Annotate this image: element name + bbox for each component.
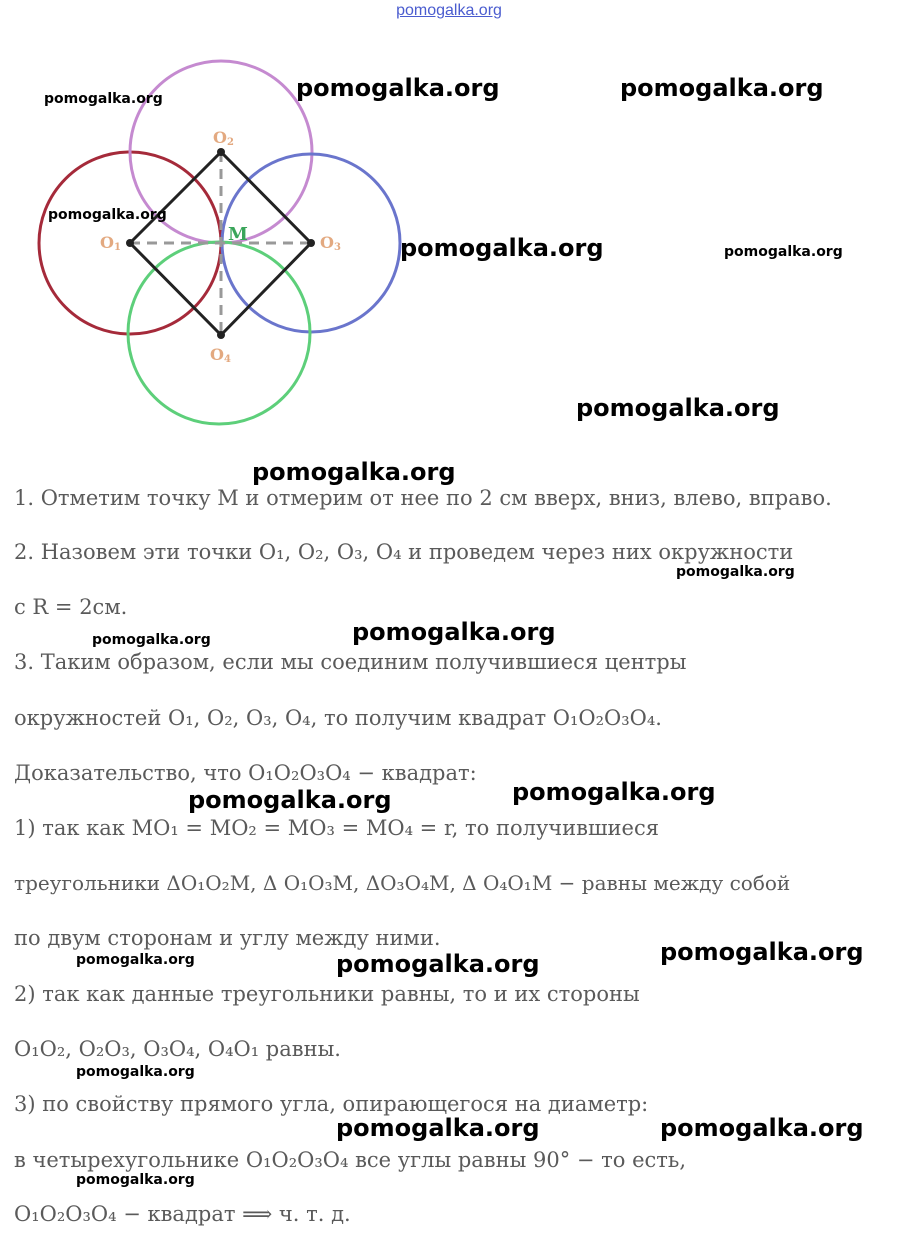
label-m: M — [228, 224, 248, 245]
watermark: pomogalka.org — [576, 394, 780, 422]
label-o4: O4 — [210, 345, 231, 365]
watermark: pomogalka.org — [336, 1114, 540, 1142]
text-line-9: по двум сторонам и углу между ними. — [14, 926, 441, 950]
label-o1: O1 — [100, 233, 121, 253]
point-o4 — [217, 331, 225, 339]
watermark: pomogalka.org — [76, 1064, 195, 1080]
text-line-5: окружностей O₁, O₂, O₃, O₄, то получим квадрат O₁O₂O₃O₄. — [14, 706, 662, 730]
text-line-11: O₁O₂, O₂O₃, O₃O₄, O₄O₁ равны. — [14, 1037, 341, 1061]
watermark: pomogalka.org — [336, 950, 540, 978]
text-line-12: 3) по свойству прямого угла, опирающегося на диаметр: — [14, 1092, 649, 1116]
label-o2: O2 — [213, 128, 234, 148]
watermark: pomogalka.org — [252, 458, 456, 486]
watermark: pomogalka.org — [48, 207, 167, 223]
watermark: pomogalka.org — [400, 234, 604, 262]
watermark: pomogalka.org — [620, 74, 824, 102]
label-o3: O3 — [320, 233, 341, 253]
text-line-8: треугольники ΔO₁O₂M, Δ O₁O₃M, ΔO₃O₄M, Δ O₄O₁M − равны между собой — [14, 871, 791, 895]
point-o3 — [307, 239, 315, 247]
point-o2 — [217, 148, 225, 156]
watermark: pomogalka.org — [44, 91, 163, 107]
text-line-13: в четырехугольнике O₁O₂O₃O₄ все углы равны 90° − то есть, — [14, 1148, 687, 1172]
text-line-4: 3. Таким образом, если мы соединим получившиеся центры — [14, 650, 687, 674]
watermark: pomogalka.org — [724, 244, 843, 260]
watermark: pomogalka.org — [188, 786, 392, 814]
watermark: pomogalka.org — [76, 952, 195, 968]
text-line-1: 1. Отметим точку M и отмерим от нее по 2 см вверх, вниз, влево, вправо. — [14, 486, 832, 510]
watermark: pomogalka.org — [660, 938, 864, 966]
text-line-2: 2. Назовем эти точки O₁, O₂, O₃, O₄ и проведем через них окружности — [14, 540, 794, 564]
point-o1 — [126, 239, 134, 247]
watermark: pomogalka.org — [92, 632, 211, 648]
watermark: pomogalka.org — [676, 564, 795, 580]
text-line-7: 1) так как MO₁ = MO₂ = MO₃ = MO₄ = r, то получившиеся — [14, 816, 659, 840]
text-line-14: O₁O₂O₃O₄ − квадрат ⟹ ч. т. д. — [14, 1202, 351, 1226]
watermark: pomogalka.org — [76, 1172, 195, 1188]
text-line-10: 2) так как данные треугольники равны, то и их стороны — [14, 982, 640, 1006]
text-line-6: Доказательство, что O₁O₂O₃O₄ − квадрат: — [14, 761, 477, 785]
site-link[interactable]: pomogalka.org — [396, 2, 502, 19]
watermark: pomogalka.org — [296, 74, 500, 102]
watermark: pomogalka.org — [512, 778, 716, 806]
text-line-3: с R = 2см. — [14, 595, 128, 619]
watermark: pomogalka.org — [660, 1114, 864, 1142]
watermark: pomogalka.org — [352, 618, 556, 646]
